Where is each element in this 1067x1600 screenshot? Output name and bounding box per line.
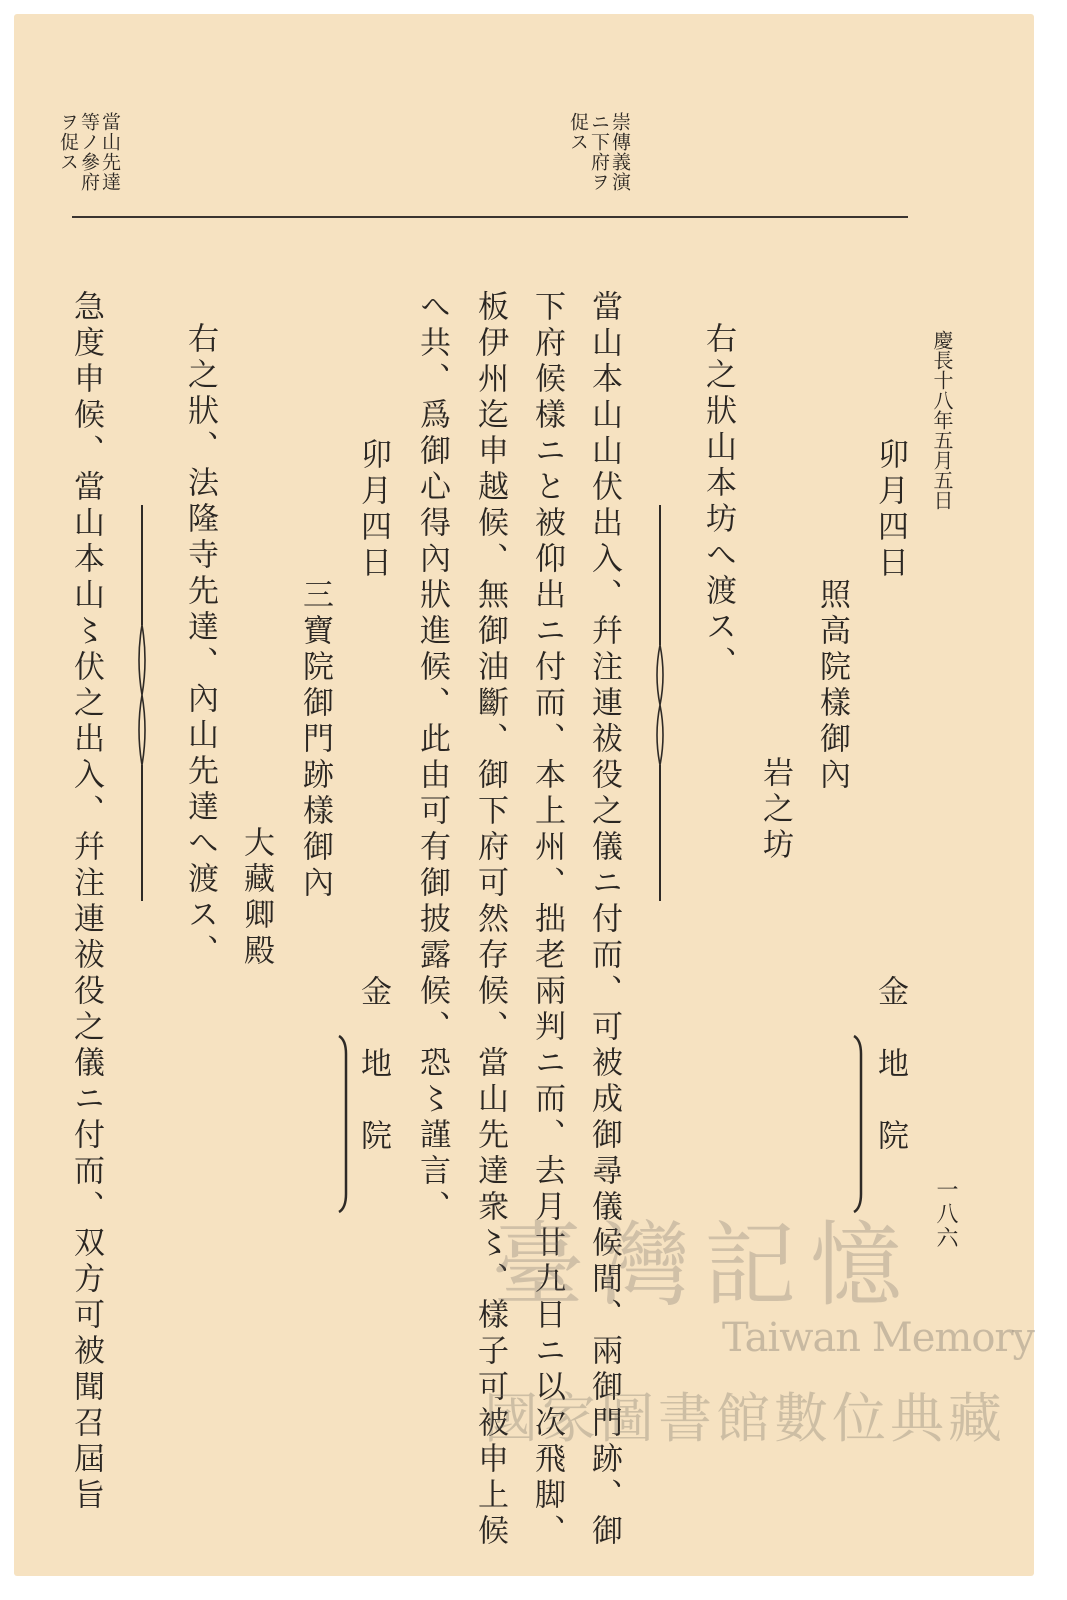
margin-note-line: ヲ促ス [57, 112, 79, 172]
margin-note-line: 崇傳義演 [609, 112, 631, 192]
letter2-note: 右之狀山本坊へ渡ス、 [700, 322, 736, 682]
letter2-body-line: へ共、爲御心得內狀進候、此由可有御披露候、恐〻謹言、 [414, 290, 450, 1226]
margin-note-line: ニ下府ヲ [588, 112, 610, 192]
letter2-date: 卯月四日 [355, 438, 391, 582]
letter2-sender: 金 地 院 [355, 975, 391, 1155]
letter3-note: 右之狀、法隆寺先達、內山先達へ渡ス、 [182, 322, 218, 970]
letter1-recipient: 岩之坊 [757, 756, 793, 864]
letter2-addressee: 三寶院御門跡樣御內 [297, 578, 333, 902]
date-heading: 慶長十八年五月五日 [930, 330, 954, 510]
letter2-body-line: 下府候樣ニと被仰出ニ付而、本上州、拙老兩判ニ而、去月廿九日ニ以次飛脚、 [529, 290, 565, 1550]
letter2-recipient: 大藏卿殿 [238, 826, 274, 970]
page-number: 一八六 [933, 1178, 958, 1250]
margin-note-line: 當山先達 [99, 112, 121, 192]
bracket-line [134, 505, 150, 905]
margin-note-line: 等ノ參府 [78, 112, 100, 192]
letter1-date: 卯月四日 [872, 438, 908, 582]
sender-brace-1 [851, 1034, 865, 1214]
letter2-body-line: 板伊州迄申越候、無御油斷、御下府可然存候、當山先達衆〻、樣子可被申上候 [472, 290, 508, 1550]
margin-note-line: 促ス [567, 112, 589, 152]
sender-brace-2 [336, 1034, 350, 1214]
letter2-body-line: 當山本山山伏出入、幷注連祓役之儀ニ付而、可被成御尋儀候間、兩御門跡、御 [586, 290, 622, 1550]
header-rule [72, 216, 908, 218]
watermark-logo-text: 臺灣記憶 [492, 1212, 917, 1319]
letter3-body-line: 急度申候、當山本山〻伏之出入、幷注連祓役之儀ニ付而、双方可被聞召屆旨 [68, 290, 104, 1514]
watermark-latin: Taiwan Memory [722, 1315, 1035, 1361]
watermark-subtitle: 國家圖書館數位典藏 [484, 1387, 1006, 1450]
letter1-addressee: 照高院樣御內 [814, 578, 850, 794]
letter1-sender: 金 地 院 [872, 975, 908, 1155]
bracket-line [652, 505, 668, 905]
